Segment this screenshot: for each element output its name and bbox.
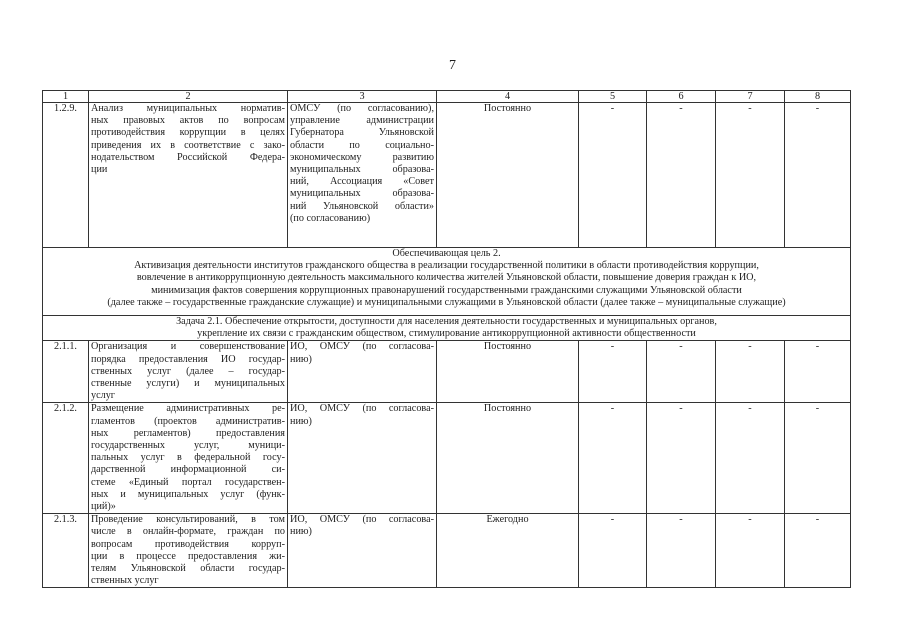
task-row — [43, 316, 851, 341]
item-number: 1.2.9. — [43, 103, 89, 248]
executors: ОМСУ (по согласованию), управление администрации Губернатора Ульяновской области по социально- экономическому развитию муниципальных образова- ний, Ассоциация «Совет муниципальных образова- ний Ульяновской области» (по согласованию) — [288, 103, 437, 248]
goal-heading: Обеспечивающая цель 2. Активизация деятельности институтов гражданского общества в реализации государственной политики в области противодействия коррупции, вовлечение в антикоррупционную деятельность максимального количества жителей Ульяновской области, повышение доверия граждан к ИО, минимизация фактов совершения коррупционных правонарушений государственными гражданскими служащими Ульяновской области (далее также – государственные гражданские служащие) и муниципальными служащими в Ульяновской области (далее также – муниципальные служащие) — [43, 248, 851, 316]
column-number-header — [43, 91, 851, 103]
column-header-5: 5 — [579, 91, 647, 103]
section-goal-row — [43, 248, 851, 316]
column-header-3: 3 — [288, 91, 437, 103]
column-header-2: 2 — [89, 91, 288, 103]
value-cell: - — [579, 103, 647, 248]
value-cell: - — [785, 103, 851, 248]
value-cell: - — [785, 514, 851, 588]
column-header-4: 4 — [437, 91, 579, 103]
executors: ИО, ОМСУ (по согласова- нию) — [288, 403, 437, 514]
executors: ИО, ОМСУ (по согласова- нию) — [288, 341, 437, 403]
task-heading: Задача 2.1. Обеспечение открытости, доступности для населения деятельности государственных и муниципальных органов, укрепление их связи с гражданским обществом, стимулирование антикоррупционной активности общественности — [43, 316, 851, 341]
value-cell: - — [716, 103, 785, 248]
table-row — [43, 403, 851, 514]
plan-table — [42, 90, 851, 588]
value-cell: - — [716, 403, 785, 514]
value-cell: - — [647, 514, 716, 588]
table-row — [43, 514, 851, 588]
table-row — [43, 341, 851, 403]
value-cell: - — [579, 341, 647, 403]
execution-term: Постоянно — [437, 103, 579, 248]
item-number: 2.1.1. — [43, 341, 89, 403]
table-row — [43, 103, 851, 248]
value-cell: - — [579, 514, 647, 588]
value-cell: - — [579, 403, 647, 514]
action-description: Организация и совершенствование порядка предоставления ИО государ- ственных услуг (далее – государ- ственные услуги) и муниципальных услуг — [89, 341, 288, 403]
action-description: Проведение консультирований, в том числе в онлайн-формате, граждан по вопросам противодействия корруп- ции в процессе предоставления жи- телям Ульяновской области государ- ственных услуг — [89, 514, 288, 588]
execution-term: Ежегодно — [437, 514, 579, 588]
value-cell: - — [716, 514, 785, 588]
value-cell: - — [647, 341, 716, 403]
value-cell: - — [785, 341, 851, 403]
column-header-8: 8 — [785, 91, 851, 103]
item-number: 2.1.3. — [43, 514, 89, 588]
column-header-7: 7 — [716, 91, 785, 103]
executors: ИО, ОМСУ (по согласова- нию) — [288, 514, 437, 588]
value-cell: - — [716, 341, 785, 403]
page-number: 7 — [449, 58, 456, 73]
action-description: Размещение административных ре- гламентов (проектов административ- ных регламентов) предоставления государственных услуг, муници- пальных услуг в федеральной госу- дарственной информационной си- стеме «Единый портал государствен- ных и муниципальных услуг (функ- ций)» — [89, 403, 288, 514]
execution-term: Постоянно — [437, 403, 579, 514]
column-header-6: 6 — [647, 91, 716, 103]
column-header-1: 1 — [43, 91, 89, 103]
action-description: Анализ муниципальных норматив- ных правовых актов по вопросам противодействия коррупции в целях приведения их в соответствие с зако- нодательством Российской Федера- ции — [89, 103, 288, 248]
execution-term: Постоянно — [437, 341, 579, 403]
item-number: 2.1.2. — [43, 403, 89, 514]
value-cell: - — [785, 403, 851, 514]
value-cell: - — [647, 403, 716, 514]
value-cell: - — [647, 103, 716, 248]
